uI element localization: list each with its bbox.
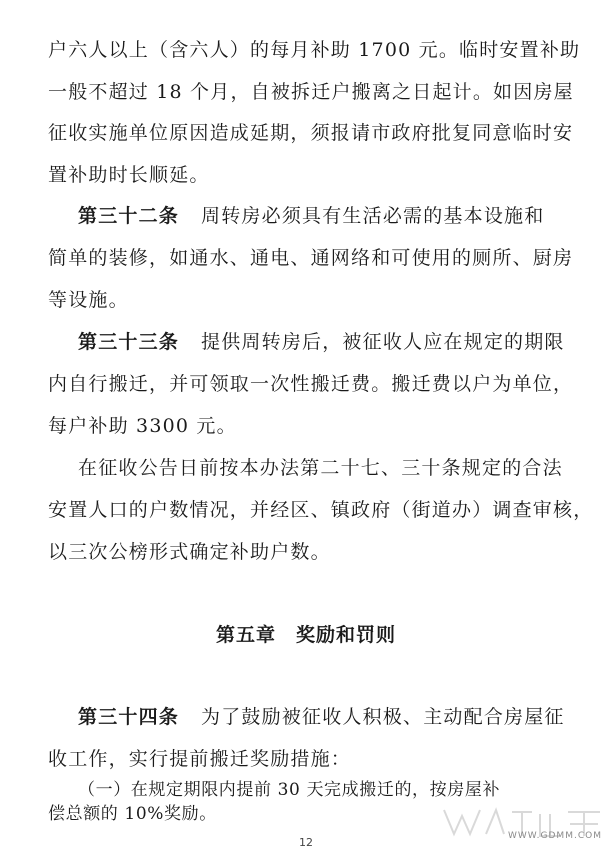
article-33-heading: 第三十三条 <box>78 331 180 353</box>
text-line: 安置人口的户数情况，并经区、镇政府（街道办）调查审核， <box>48 499 594 521</box>
watermark-text: WWW.GDMM.COM <box>508 831 602 841</box>
list-item-continuation: 偿总额的 10%奖励。 <box>48 804 217 824</box>
article-34-text: 为了鼓励被征收人积极、主动配合房屋征 <box>201 706 565 728</box>
article-34-heading: 第三十四条 <box>78 706 180 728</box>
article-32-text: 周转房必须具有生活必需的基本设施和 <box>201 205 545 227</box>
text-line: 在征收公告日前按本办法第二十七、三十条规定的合法 <box>78 457 563 479</box>
article-33-first-line <box>78 330 565 354</box>
list-item: （一）在规定期限内提前 30 天完成搬迁的，按房屋补 <box>78 780 501 800</box>
page-number: 12 <box>299 836 313 849</box>
text-line: 一般不超过 18 个月，自被拆迁户搬离之日起计。如因房屋 <box>48 81 574 103</box>
article-32-heading: 第三十二条 <box>78 205 180 227</box>
text-line: 户六人以上（含六人）的每月补助 1700 元。临时安置补助 <box>48 39 581 61</box>
text-line: 简单的装修，如通水、通电、通网络和可使用的厕所、厨房 <box>48 247 574 269</box>
text-line: 征收实施单位原因造成延期，须报请市政府批复同意临时安 <box>48 122 574 144</box>
article-34-first-line <box>78 705 565 729</box>
text-line: 以三次公榜形式确定补助户数。 <box>48 541 331 563</box>
text-line: 置补助时长顺延。 <box>48 164 210 186</box>
text-line: 等设施。 <box>48 289 129 311</box>
text-line: 收工作，实行提前搬迁奖励措施： <box>48 748 352 770</box>
article-33-text: 提供周转房后，被征收人应在规定的期限 <box>201 331 565 353</box>
chapter-title: 第五章 奖励和罚则 <box>215 624 396 646</box>
text-line: 每户补助 3300 元。 <box>48 415 237 437</box>
article-32-first-line <box>78 204 544 228</box>
text-line: 内自行搬迁，并可领取一次性搬迁费。搬迁费以户为单位， <box>48 373 574 395</box>
